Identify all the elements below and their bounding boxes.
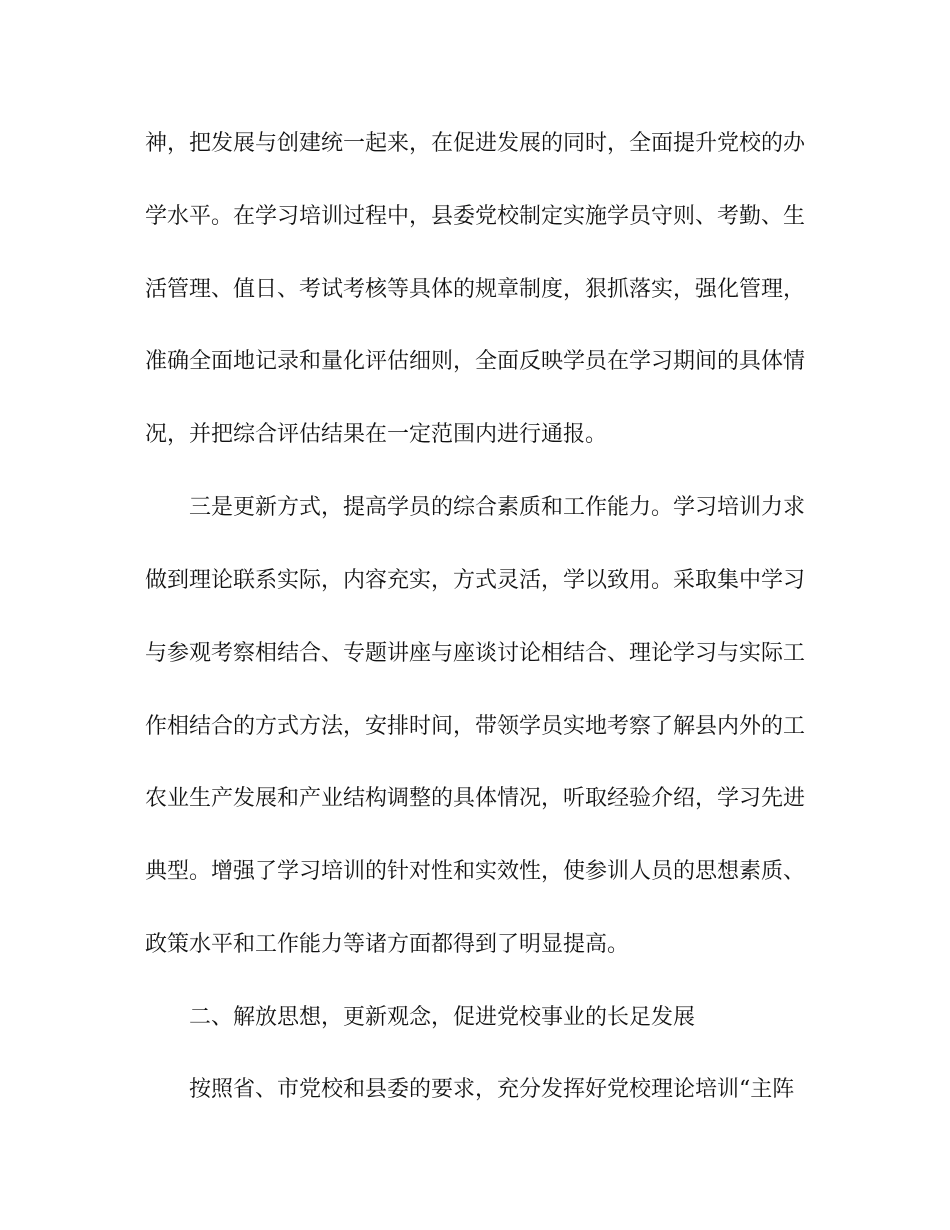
text-line-2: 学水平。在学习培训过程中，县委党校制定实施学员守则、考勤、生 <box>145 204 805 229</box>
text-line-1: 神，把发展与创建统一起来，在促进发展的同时，全面提升党校的办 <box>145 131 805 156</box>
text-line-9: 作相结合的方式方法，安排时间，带领学员实地考察了解县内外的工 <box>145 714 805 739</box>
text-line-12: 政策水平和工作能力等诸方面都得到了明显提高。 <box>145 932 630 957</box>
text-line-8: 与参观考察相结合、专题讲座与座谈讨论相结合、理论学习与实际工 <box>145 641 805 666</box>
text-line-11: 典型。增强了学习培训的针对性和实效性，使参训人员的思想素质、 <box>145 859 805 884</box>
text-line-14: 按照省、市党校和县委的要求，充分发挥好党校理论培训“主阵 <box>189 1077 795 1102</box>
text-line-4: 准确全面地记录和量化评估细则，全面反映学员在学习期间的具体情 <box>145 349 805 374</box>
text-line-6: 三是更新方式，提高学员的综合素质和工作能力。学习培训力求 <box>189 495 805 520</box>
text-line-7: 做到理论联系实际，内容充实，方式灵活，学以致用。采取集中学习 <box>145 568 805 593</box>
section-heading: 二、解放思想，更新观念，促进党校事业的长足发展 <box>189 1005 696 1030</box>
text-line-10: 农业生产发展和产业结构调整的具体情况，听取经验介绍，学习先进 <box>145 786 805 811</box>
text-line-3: 活管理、值日、考试考核等具体的规章制度，狠抓落实，强化管理， <box>145 277 805 302</box>
text-line-5: 况，并把综合评估结果在一定范围内进行通报。 <box>145 422 608 447</box>
